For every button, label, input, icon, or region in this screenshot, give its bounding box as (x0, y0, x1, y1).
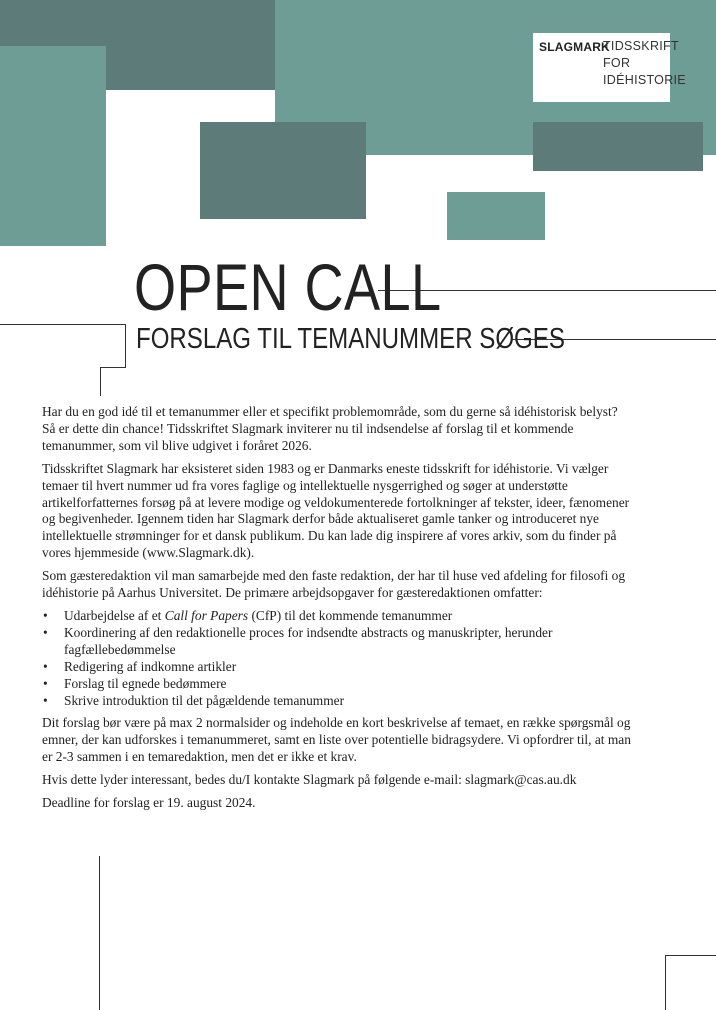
left-block-light (0, 46, 106, 246)
left-rule (0, 324, 125, 325)
list-item (64, 608, 632, 625)
task-list (42, 608, 632, 709)
logo-tagline (597, 33, 686, 102)
page-title: OPEN CALL (134, 250, 442, 324)
list-item: • Koordinering af den redaktionelle proces for indsendte abstracts og manuskripter, herunder fagfællebedømmelse (64, 625, 632, 659)
intro-paragraph: Har du en god idé til et temanummer eller et specifikt problemområde, som du gerne så idéhistorisk belyst? Så er dette din chance! Tidsskriftet Slagmark inviterer nu til indsendelse af forslag til et kommende temanummer, som vil blive udgivet i foråret 2026. (42, 404, 618, 453)
logo-tagline-line-2: FOR (603, 56, 631, 70)
list-item-text: (CfP) til det kommende temanummer (248, 607, 453, 623)
about-paragraph: Tidsskriftet Slagmark har eksisteret siden 1983 og er Danmarks eneste tidsskrift for idéhistorie. Vi vælger temaer til hvert nummer ud fra vores faglige og intellektuelle nysgerrighed og søger at understøtte artikelforfatternes forsøg på at levere modige og veldokumenterede fortolkninger af tekster, ideer, fænomener og begivenheder. Igennem tiden har Slagmark derfor både aktualiseret gamle tanker og introduceret nye intellektuelle strømninger for et dansk publikum. Du kan lade dig inspirere af vores arkiv, som du finder på vores hjemmeside (www.Slagmark.dk). (42, 460, 630, 561)
list-item-emphasis: Call for Papers (164, 607, 249, 623)
list-item-text: Udarbejdelse af et (64, 607, 165, 623)
corner-rule-vertical (665, 955, 666, 1010)
logo-tagline-line-3: IDÉHISTORIE (603, 73, 686, 87)
page-subtitle: FORSLAG TIL TEMANUMMER SØGES (136, 323, 565, 355)
journal-logo (533, 33, 686, 102)
list-item: • Redigering af indkomne artikler (64, 659, 632, 676)
guest-editors-paragraph: Som gæsteredaktion vil man samarbejde med den faste redaktion, der har til huse ved afdeling for filosofi og idéhistorie på Aarhus Universitet. De primære arbejdsopgaver for gæsteredaktionen omfatter: (42, 568, 626, 601)
bracket-drop (100, 367, 101, 396)
deadline-paragraph: Deadline for forslag er 19. august 2024. (42, 795, 256, 811)
bottom-vertical-rule (99, 856, 100, 1010)
small-block-light (447, 192, 545, 240)
center-block-dark (200, 122, 366, 219)
bracket-horizontal (100, 367, 126, 368)
proposal-paragraph: Dit forslag bør være på max 2 normalsider og indeholde en kort beskrivelse af temaet, en række spørgsmål og emner, der kan udforskes i temanummeret, samt en liste over potentielle bidragsydere. Vi opfordrer til, at man er 2-3 sammen i en temaredaktion, men det er ikke et krav. (42, 715, 631, 765)
right-block-dark (533, 122, 703, 171)
list-item: • Forslag til egnede bedømmere (64, 676, 632, 693)
contact-paragraph: Hvis dette lyder interessant, bedes du/I kontakte Slagmark på følgende e-mail: slagmark@cas.au.dk (42, 772, 577, 788)
bracket-vertical (125, 324, 126, 367)
corner-rule-horizontal (665, 955, 716, 956)
logo-brand-name: SLAGMARK (539, 40, 610, 54)
logo-tagline-line-1: TIDSSKRIFT (603, 39, 679, 53)
list-item: • Skrive introduktion til det pågældende temanummer (64, 693, 632, 710)
body-text (42, 404, 632, 818)
